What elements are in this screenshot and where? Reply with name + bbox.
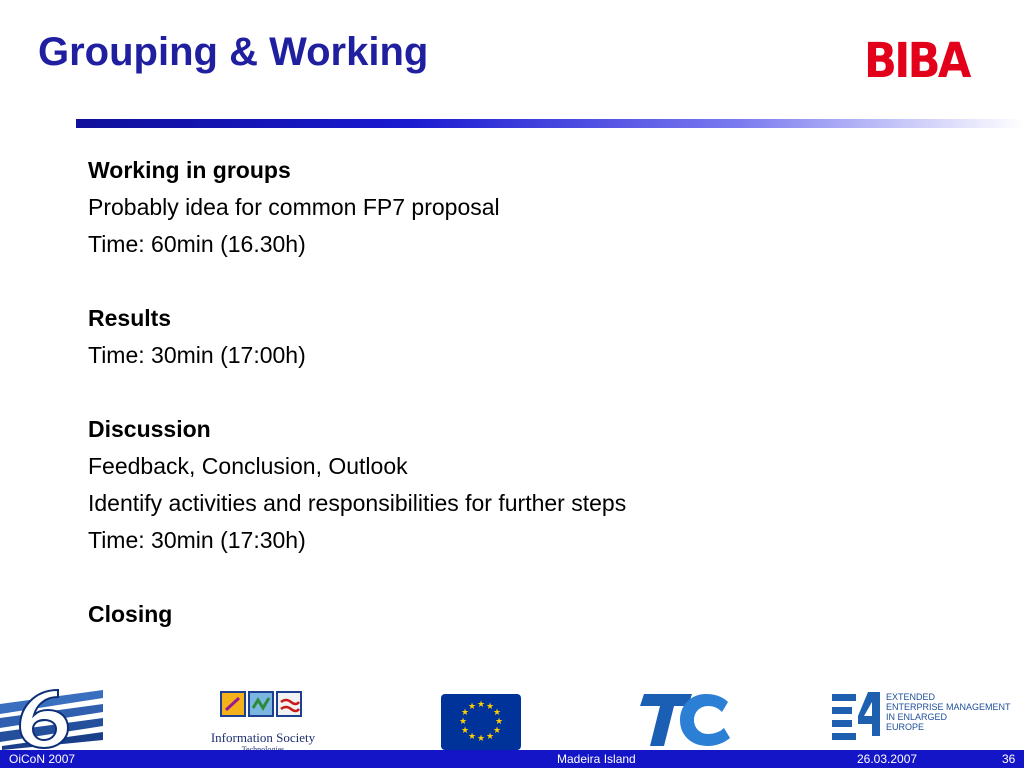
page-number: 36 [1002, 752, 1016, 766]
footer-bar [0, 750, 1024, 768]
svg-text:★: ★ [492, 726, 502, 736]
discussion-activities: Identify activities and responsibilities for further steps [88, 490, 627, 516]
discussion-topics: Feedback, Conclusion, Outlook [88, 453, 408, 479]
information-society-logo [203, 690, 323, 750]
svg-text:★: ★ [492, 708, 502, 718]
svg-text:★: ★ [476, 734, 486, 744]
working-time: Time: 60min (16.30h) [88, 231, 306, 257]
footer-date: 26.03.2007 [857, 752, 918, 766]
sponsor-logos [0, 684, 1024, 750]
working-description: Probably idea for common FP7 proposal [88, 194, 500, 220]
svg-text:★: ★ [460, 726, 470, 736]
results-heading: Results [88, 305, 172, 331]
svg-text:★: ★ [458, 717, 468, 727]
discussion-heading: Discussion [88, 416, 211, 442]
e4-text-line1: EXTENDED [886, 692, 936, 702]
footer-location: Madeira Island [557, 752, 636, 766]
discussion-time: Time: 30min (17:30h) [88, 527, 306, 553]
tc-logo [636, 688, 734, 750]
eu-flag-logo [441, 694, 521, 750]
e4-text-line4: EUROPE [886, 722, 925, 732]
e4-text-line2: ENTERPRISE MANAGEMENT [886, 702, 1011, 712]
svg-text:★: ★ [494, 717, 504, 727]
e4-text-line3: IN ENLARGED [886, 712, 948, 722]
slide-title: Grouping & Working [38, 30, 429, 74]
svg-text:★: ★ [476, 700, 486, 710]
footer-event: OiCoN 2007 [9, 752, 76, 766]
closing-heading: Closing [88, 601, 173, 627]
svg-text:★: ★ [460, 708, 470, 718]
information-society-text: Information Society [210, 730, 316, 745]
svg-text:★: ★ [485, 702, 495, 712]
fp6-logo [0, 684, 103, 750]
svg-text:★: ★ [467, 702, 477, 712]
e4-logo [830, 688, 1024, 740]
title-divider [76, 119, 1024, 128]
working-heading: Working in groups [88, 157, 291, 183]
biba-logo: BIBA [864, 33, 969, 89]
svg-text:★: ★ [467, 732, 477, 742]
results-time: Time: 30min (17:00h) [88, 342, 306, 368]
slide-body [88, 152, 626, 633]
svg-text:★: ★ [485, 732, 495, 742]
